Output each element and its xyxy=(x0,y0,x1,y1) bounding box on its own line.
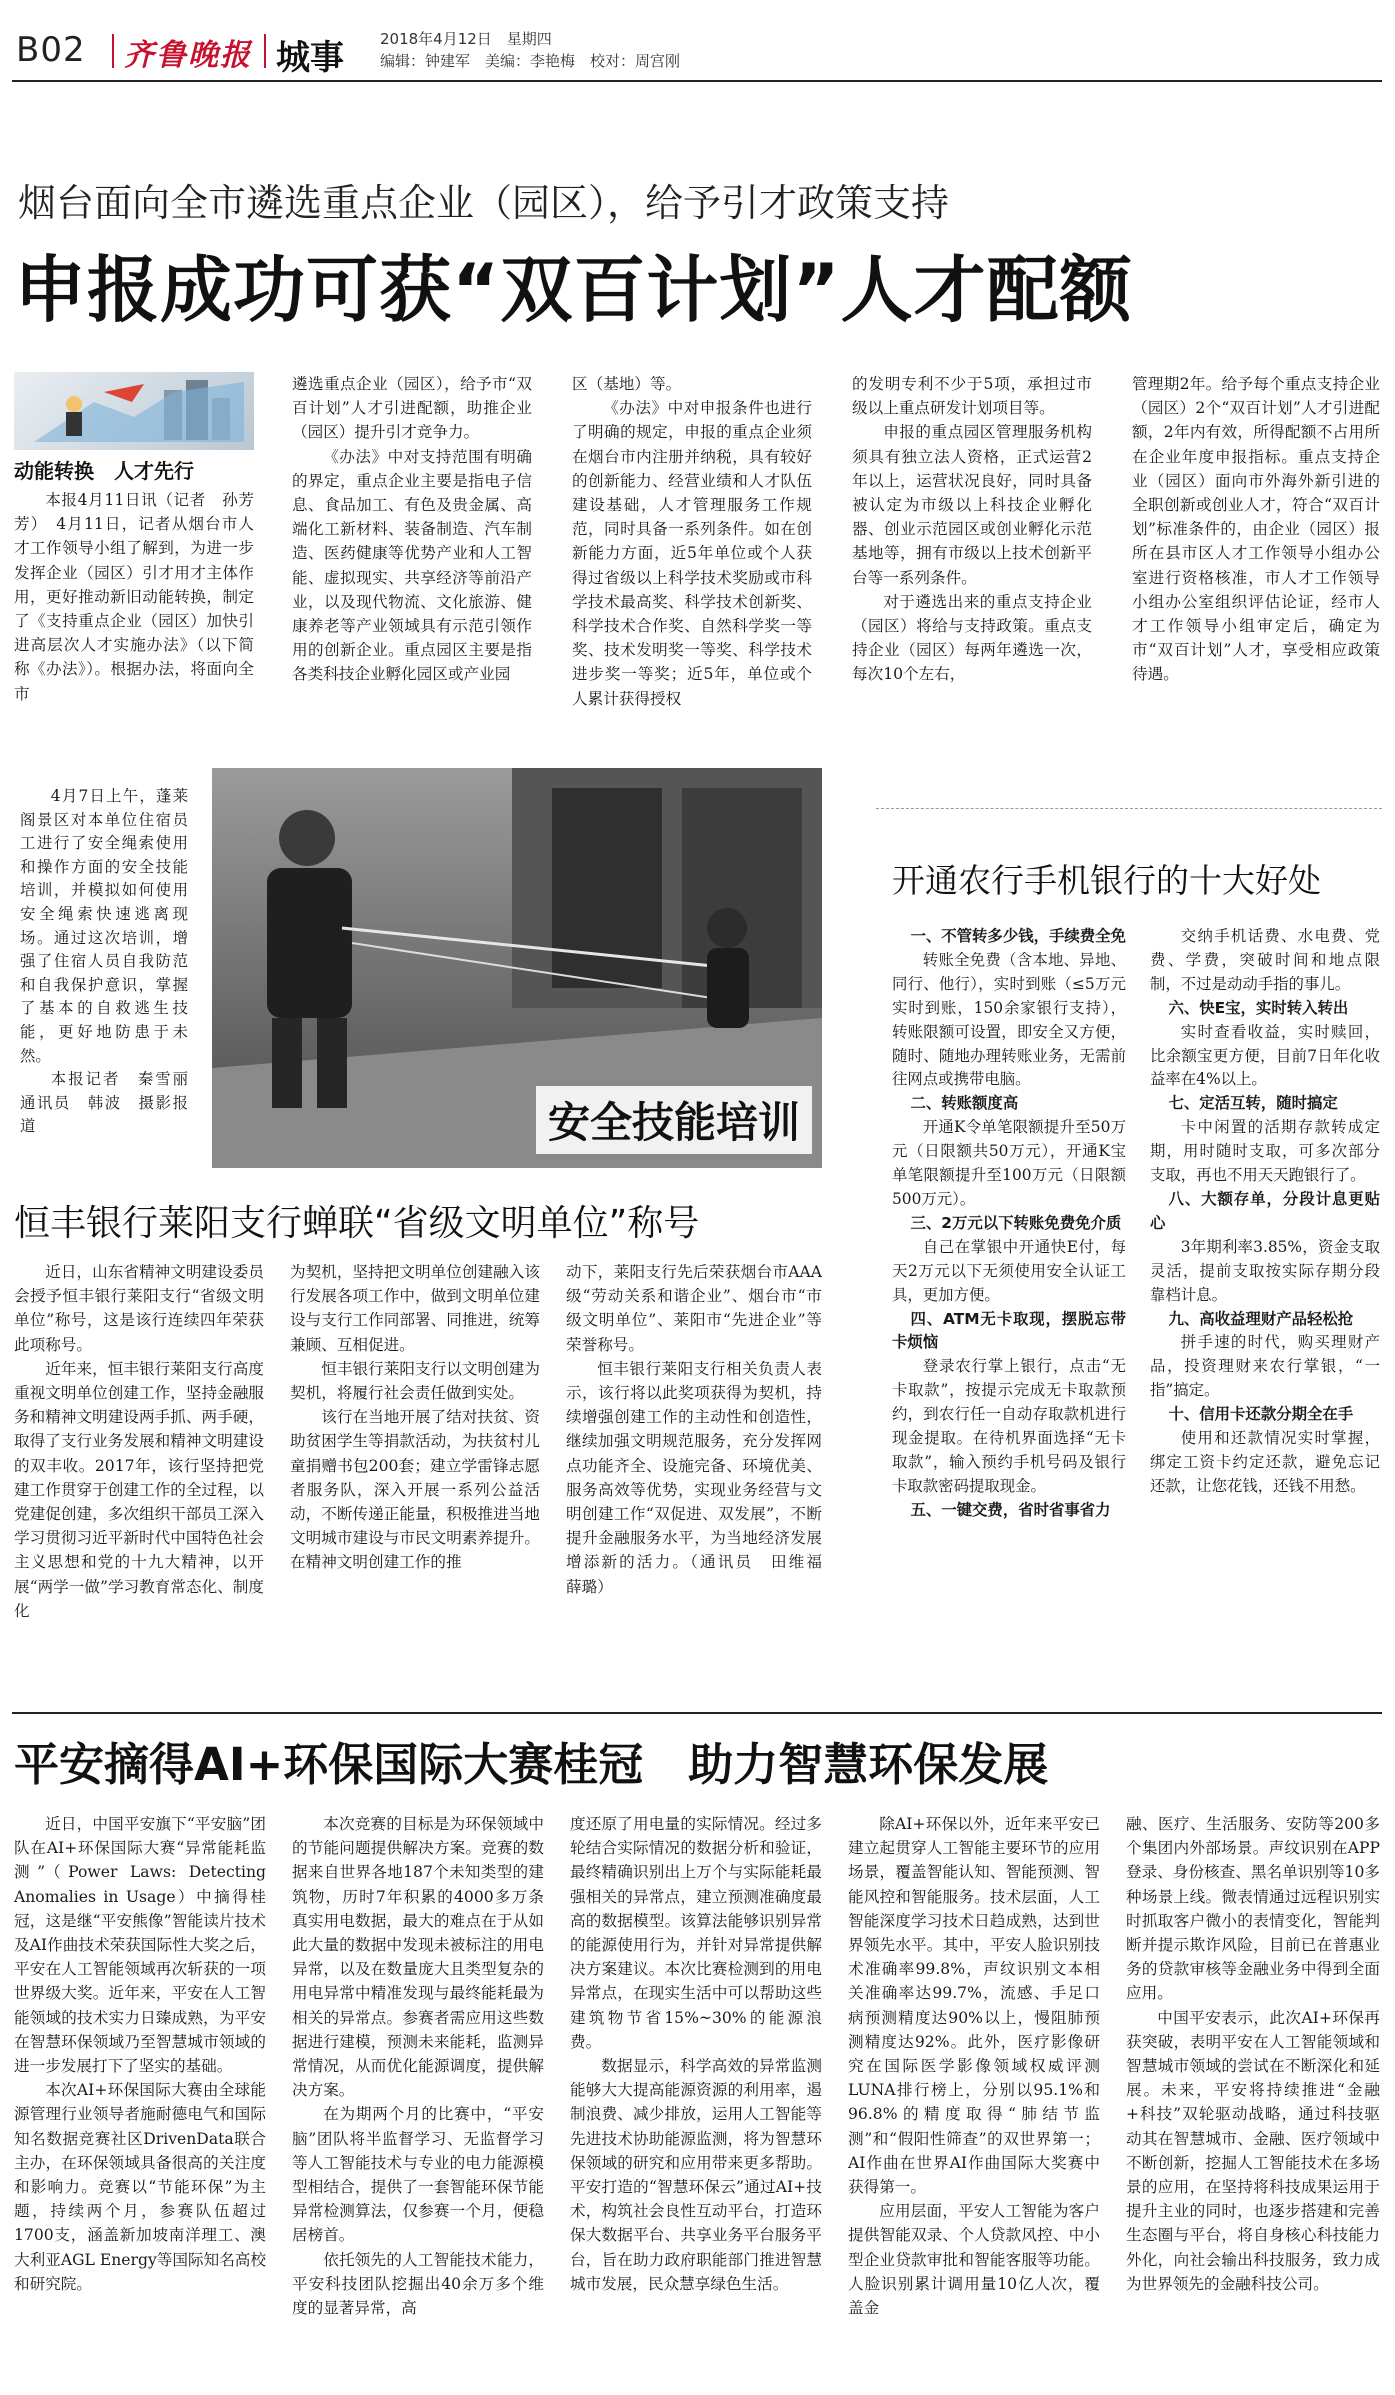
article4-col2-para: 依托领先的人工智能技术能力，平安科技团队挖掘出40余万多个维度的显著异常，高 xyxy=(292,2250,544,2318)
article1-kicker: 烟台面向全市遴选重点企业（园区），给予引才政策支持 xyxy=(18,181,950,225)
article2-col2-para: 该行在当地开展了结对扶贫、资助贫困学生等捐款活动，为扶贫村儿童捐赠书包200套；建立学雷锋志愿者服务队，深入开展一系列公益活动，不断传递正能量，积极推进当地文明城市建设与市民文明素养提升。在精神文明创建工作的推 xyxy=(290,1408,540,1572)
article4-column-3 xyxy=(570,1812,822,2382)
editor-credits: 编辑：钟建军 美编：李艳梅 校对：周宫刚 xyxy=(380,52,681,70)
benefit-text: 3年期利率3.85%，资金支取灵活，提前支取按实际存期分段靠档计息。 xyxy=(1150,1237,1380,1304)
article1-column-3 xyxy=(572,372,812,738)
article1-column-5 xyxy=(1132,372,1380,738)
article4-column-2 xyxy=(292,1812,544,2382)
article4-column-4 xyxy=(848,1812,1100,2382)
photo-story-text xyxy=(20,785,204,1136)
article1-col5-para: 管理期2年。给予每个重点支持企业（园区）2个“双百计划”人才引进配额，2年内有效，所得配额不占用所在企业年度申报指标。重点支持企业（园区）面向市外海外新引进的全职创新或创业人才，符合“双百计划”标准条件的，由企业（园区）报所在县市区人才工作领导小组办公室进行资格核准，市人才工作领导小组办公室组织评估论证，经市人才工作领导小组审定后，确定为市“双百计划”人才，享受相应政策待遇。 xyxy=(1132,375,1380,684)
article4-col3-para: 度还原了用电量的实际情况。经过多轮结合实际情况的数据分析和验证，最终精确识别出上万个与实际能耗最强相关的异常点，建立预测准确度最高的数据模型。该算法能够识别异常的能源使用行为，并针对异常提供解决方案建议。本次比赛检测到的用电异常点，在现实生活中可以帮助这些建筑物节省15%~30%的能源浪费。 xyxy=(570,1815,822,2051)
photo-overlay-title: 安全技能培训 xyxy=(536,1086,812,1154)
article2-column-3 xyxy=(566,1260,838,1700)
article1-col4-para: 的发明专利不少于5项，承担过市级以上重点研发计划项目等。 xyxy=(852,375,1092,418)
article3-column-2 xyxy=(1150,925,1380,1700)
benefit-text: 实时查看收益，实时赎回，比余额宝更方便，目前7日年化收益率在4%以上。 xyxy=(1150,1022,1380,1089)
header-divider-2 xyxy=(264,34,266,68)
issue-date: 2018年4月12日 星期四 xyxy=(380,30,552,48)
benefit-text: 拼手速的时代，购买理财产品，投资理财来农行掌银，“一指”搞定。 xyxy=(1150,1333,1380,1400)
article2-col1-para: 近日，山东省精神文明建设委员会授予恒丰银行莱阳支行“省级文明单位”称号，这是该行连续四年荣获此项称号。 xyxy=(14,1263,264,1354)
article4-col4-para: 除AI+环保以外，近年来平安已建立起贯穿人工智能主要环节的应用场景，覆盖智能认知、智能预测、智能风控和智能服务。技术层面，人工智能深度学习技术日趋成熟，达到世界领先水平。其中，平安人脸识别技术准确率99.8%，声纹识别文本相关准确率达99.7%，流感、手足口病预测精度达90%以上，慢阻肺预测精度达92%。此外，医疗影像研究在国际医学影像领域权威评测LUNA排行榜上，分别以95.1%和96.8%的精度取得“肺结节监测”和“假阳性筛查”的双世界第一；AI作曲在世界AI作曲国际大奖赛中获得第一。 xyxy=(848,1815,1100,2197)
article1-column-1 xyxy=(14,488,254,738)
article4-col1-para: 本次AI+环保国际大赛由全球能源管理行业领导者施耐德电气和国际知名数据竞赛社区DrivenData联合主办，在环保领域具备很高的关注度和影响力。竞赛以“节能环保”为主题，持续两个月，参赛队伍超过1700支，涵盖新加坡南洋理工、澳大利亚AGL Energy等国际知名高校和研究院。 xyxy=(14,2081,266,2293)
article4-headline: 平安摘得AI+环保国际大赛桂冠 助力智慧环保发展 xyxy=(14,1738,1049,1791)
benefit-text: 开通K令单笔限额提升至50万元（日限额共50万元），开通K宝单笔限额提升至100万元（日限额500万元）。 xyxy=(892,1118,1126,1208)
photo-story-para: 4月7日上午，蓬莱阁景区对本单位住宿员工进行了安全绳索使用和操作方面的安全技能培训，并模拟如何使用安全绳索快速逃离现场。通过这次培训，增强了住宿人员自我防范和自我保护意识，掌握了基本的自救逃生技能，更好地防患于未然。 xyxy=(20,787,188,1065)
article2-headline: 恒丰银行莱阳支行蝉联“省级文明单位”称号 xyxy=(14,1203,700,1244)
benefit-heading: 七、定活互转，随时搞定 xyxy=(1168,1094,1338,1113)
header-divider-1 xyxy=(112,34,114,68)
article2-col3-para: 恒丰银行莱阳支行相关负责人表示，该行将以此奖项获得为契机，持续增强创建工作的主动性和创造性，继续加强文明规范服务，充分发挥网点功能齐全、设施完备、环境优美、服务高效等优势，实现业务经营与文明创建工作“双促进、双发展”，不断提升金融服务水平，为当地经济发展增添新的活力。（通讯员 田维福 薛璐） xyxy=(566,1359,838,1596)
benefit-heading: 三、2万元以下转账免费免介质 xyxy=(910,1213,1122,1232)
article4-col5-para: 中国平安表示，此次AI+环保再获突破，表明平安在人工智能领域和智慧城市领域的尝试在不断深化和延展。未来，平安将持续推进“金融+科技”双轮驱动战略，通过科技驱动其在智慧城市、金融、医疗领域中不断创新，挖掘人工智能技术在多场景的应用，在坚持将科技成果运用于提升主业的同时，也逐步搭建和完善生态圈与平台，将自身核心科技能力外化，向社会输出科技服务，致力成为世界领先的金融科技公司。 xyxy=(1126,2008,1380,2293)
article1-col2-para: 《办法》中对支持范围有明确的界定，重点企业主要是指电子信息、食品加工、有色及贵金属、高端化工新材料、装备制造、汽车制造、医药健康等优势产业和人工智能、虚拟现实、共享经济等前沿产业，以及现代物流、文化旅游、健康养老等产业领域具有示范引领作用的创新企业。重点园区主要是指各类科技企业孵化园区或产业园 xyxy=(292,447,532,684)
benefit-heading: 一、不管转多少钱，手续费全免 xyxy=(910,927,1126,945)
article1-image-caption: 动能转换 人才先行 xyxy=(14,459,194,483)
article4-col2-para: 在为期两个月的比赛中，“平安脑”团队将半监督学习、无监督学习等人工智能技术与专业的电力能源模型相结合，提供了一套智能环保节能异常检测算法，仅参赛一个月，便稳居榜首。 xyxy=(292,2105,544,2245)
benefit-heading: 六、快E宝，实时转入转出 xyxy=(1168,998,1349,1017)
benefit-text: 自己在掌银中开通快E付，每天2万元以下无须使用安全认证工具，更加方便。 xyxy=(892,1237,1126,1304)
article1-col3-para: 区（基地）等。 xyxy=(572,375,682,393)
article2-col1-para: 近年来，恒丰银行莱阳支行高度重视文明单位创建工作，坚持金融服务和精神文明建设两手抓、两手硬，取得了支行业务发展和精神文明建设的双丰收。2017年，该行坚持把党建工作贯穿于创建工作的全过程，以党建促创建，多次组织干部员工深入学习贯彻习近平新时代中国特色社会主义思想和党的十九大精神，以开展“两学一做”学习教育常态化、制度化 xyxy=(14,1359,264,1620)
article3-top-rule xyxy=(876,808,1382,809)
article4-col3-para: 数据显示，科学高效的异常监测能够大大提高能源资源的利用率，遏制浪费、减少排放，运用人工智能等先进技术协助能源监测，将为智慧环保领域的研究和应用带来更多帮助。平安打造的“智慧环保云”通过AI+技术，构筑社会良性互动平台，打造环保大数据平台、共享业务平台服务平台，旨在助力政府职能部门推进智慧城市发展，民众慧享绿色生活。 xyxy=(570,2057,822,2293)
section-name: 城事 xyxy=(276,38,344,78)
article4-column-1 xyxy=(14,1812,266,2382)
article1-col3-para: 《办法》中对申报条件也进行了明确的规定，申报的重点企业须在烟台市内注册并纳税，具有较好的创新能力、经营业绩和人才队伍建设基础，人才管理服务工作规范，同时具备一系列条件。如在创新能力方面，近5年单位或个人获得过省级以上科学技术奖励或市科学技术最高奖、科学技术创新奖、科学技术合作奖、自然科学奖一等奖、技术发明奖一等奖、科学技术进步奖一等奖；近5年，单位或个人累计获得授权 xyxy=(572,399,812,708)
article4-col2-para: 本次竞赛的目标是为环保领域中的节能问题提供解决方案。竞赛的数据来自世界各地187个未知类型的建筑物，历时7年积累的4000多万条真实用电数据，最大的难点在于从如此大量的数据中发现未被标注的用电异常，以及在数量庞大且类型复杂的用电异常中精准发现与最终能耗最为相关的异常点。参赛者需应用这些数据进行建模，预测未来能耗，监测异常情况，从而优化能源调度，提供解决方案。 xyxy=(292,1815,544,2100)
page-number: B02 xyxy=(16,30,86,70)
benefit-heading: 十、信用卡还款分期全在手 xyxy=(1168,1405,1354,1424)
article1-col4-para: 申报的重点园区管理服务机构须具有独立法人资格，正式运营2年以上，运营状况良好，同时具备被认定为市级以上科技企业孵化器、创业示范园区或创业孵化示范基地等，拥有市级以上技术创新平台等一系列条件。 xyxy=(852,423,1092,587)
benefit-heading: 二、转账额度高 xyxy=(910,1094,1019,1113)
article2-column-1 xyxy=(14,1260,264,1700)
benefit-text: 卡中闲置的活期存款转成定期，用时随时支取，可多次部分支取，再也不用天天跑银行了。 xyxy=(1150,1118,1380,1185)
article2-col3-para: 动下，莱阳支行先后荣获烟台市AAA级“劳动关系和谐企业”、烟台市“市级文明单位”、莱阳市“先进企业”等荣誉称号。 xyxy=(566,1263,822,1354)
safety-training-photo xyxy=(212,768,822,1168)
article4-top-rule xyxy=(12,1712,1382,1714)
article4-col1-para: 近日，中国平安旗下“平安脑”团队在AI+环保国际大赛“异常能耗监测”（Power Laws: Detecting Anomalies in Usage）中摘得桂冠，这是继“平安熊像”智能读片技术及AI作曲技术荣获国际性大奖之后，平安在人工智能领域再次斩获的一项世界级大奖。近年来，平安在人工智能领域的技术实力日臻成熟，为平安在智慧环保领域乃至智慧城市领域的进一步发展打下了坚实的基础。 xyxy=(14,1815,266,2076)
article1-column-2 xyxy=(292,372,532,738)
talent-illustration-icon xyxy=(14,372,254,450)
article3-column-1 xyxy=(892,925,1126,1700)
article4-col4-para: 应用层面，平安人工智能为客户提供智能双录、个人贷款风控、中小型企业贷款审批和智能客服等功能。人脸识别累计调用量10亿人次，覆盖金 xyxy=(848,2202,1100,2318)
benefit-heading: 四、ATM无卡取现，摆脱忘带卡烦恼 xyxy=(892,1309,1126,1352)
paper-logo: 齐鲁晚报 xyxy=(124,38,252,73)
article1-column-4 xyxy=(852,372,1092,738)
article1-col4-para: 对于遴选出来的重点支持企业（园区）将给与支持政策。重点支持企业（园区）每两年遴选一次，每次10个左右， xyxy=(852,592,1092,684)
benefit-text: 转账全免费（含本地、异地、同行、他行），实时到账（≤5万元实时到账，150余家银行支持），转账限额可设置，即安全又方便，随时、随地办理转账业务，无需前往网点或携带电脑。 xyxy=(892,950,1126,1089)
benefit-heading: 五、一键交费，省时省事省力 xyxy=(910,1500,1111,1519)
article1-col2-para: 遴选重点企业（园区），给予市“双百计划”人才引进配额，助推企业（园区）提升引才竞争力。 xyxy=(292,375,532,442)
benefit-text: 使用和还款情况实时掌握，绑定工资卡约定还款，避免忘记还款，让您花钱，还钱不用愁。 xyxy=(1150,1429,1380,1495)
benefit-text: 交纳手机话费、水电费、党费、学费，突破时间和地点限制，不过是动动手指的事儿。 xyxy=(1150,927,1380,993)
article2-col2-para: 为契机，坚持把文明单位创建融入该行发展各项工作中，做到文明单位建设与支行工作同部署、同推进，统筹兼顾、互相促进。 xyxy=(290,1263,540,1354)
benefit-heading: 九、高收益理财产品轻松抢 xyxy=(1168,1309,1354,1328)
article2-column-2 xyxy=(290,1260,540,1700)
article1-headline: 申报成功可获“双百计划”人才配额 xyxy=(14,248,1133,332)
header-rule xyxy=(12,80,1382,82)
photo-story-credit: 本报记者 秦雪丽 通讯员 韩波 摄影报道 xyxy=(20,1070,204,1136)
article1-illustration xyxy=(14,372,254,450)
article2-col2-para: 恒丰银行莱阳支行以文明创建为契机，将履行社会责任做到实处。 xyxy=(290,1359,540,1403)
article3-headline: 开通农行手机银行的十大好处 xyxy=(892,861,1321,900)
benefit-text: 登录农行掌上银行，点击“无卡取款”，按提示完成无卡取款预约，到农行任一自动存取款机进行现金提取。在待机界面选择“无卡取款”，输入预约手机号码及银行卡取款密码提取现金。 xyxy=(892,1357,1126,1495)
article1-col1-para: 本报4月11日讯（记者 孙芳芳） 4月11日，记者从烟台市人才工作领导小组了解到，为进一步发挥企业（园区）引才用才主体作用，更好推动新旧动能转换，制定了《支持重点企业（园区）加快引进高层次人才实施办法》（以下简称《办法》）。根据办法，将面向全市 xyxy=(14,491,254,703)
benefit-heading: 八、大额存单，分段计息更贴心 xyxy=(1150,1189,1380,1232)
article4-col5-para: 融、医疗、生活服务、安防等200多个集团内外部场景。声纹识别在APP登录、身份核查、黑名单识别等10多种场景上线。微表情通过远程识别实时抓取客户微小的表情变化，智能判断并提示欺诈风险，目前已在普惠业务的贷款审核等金融业务中得到全面应用。 xyxy=(1126,1815,1380,2003)
article4-column-5 xyxy=(1126,1812,1380,2382)
